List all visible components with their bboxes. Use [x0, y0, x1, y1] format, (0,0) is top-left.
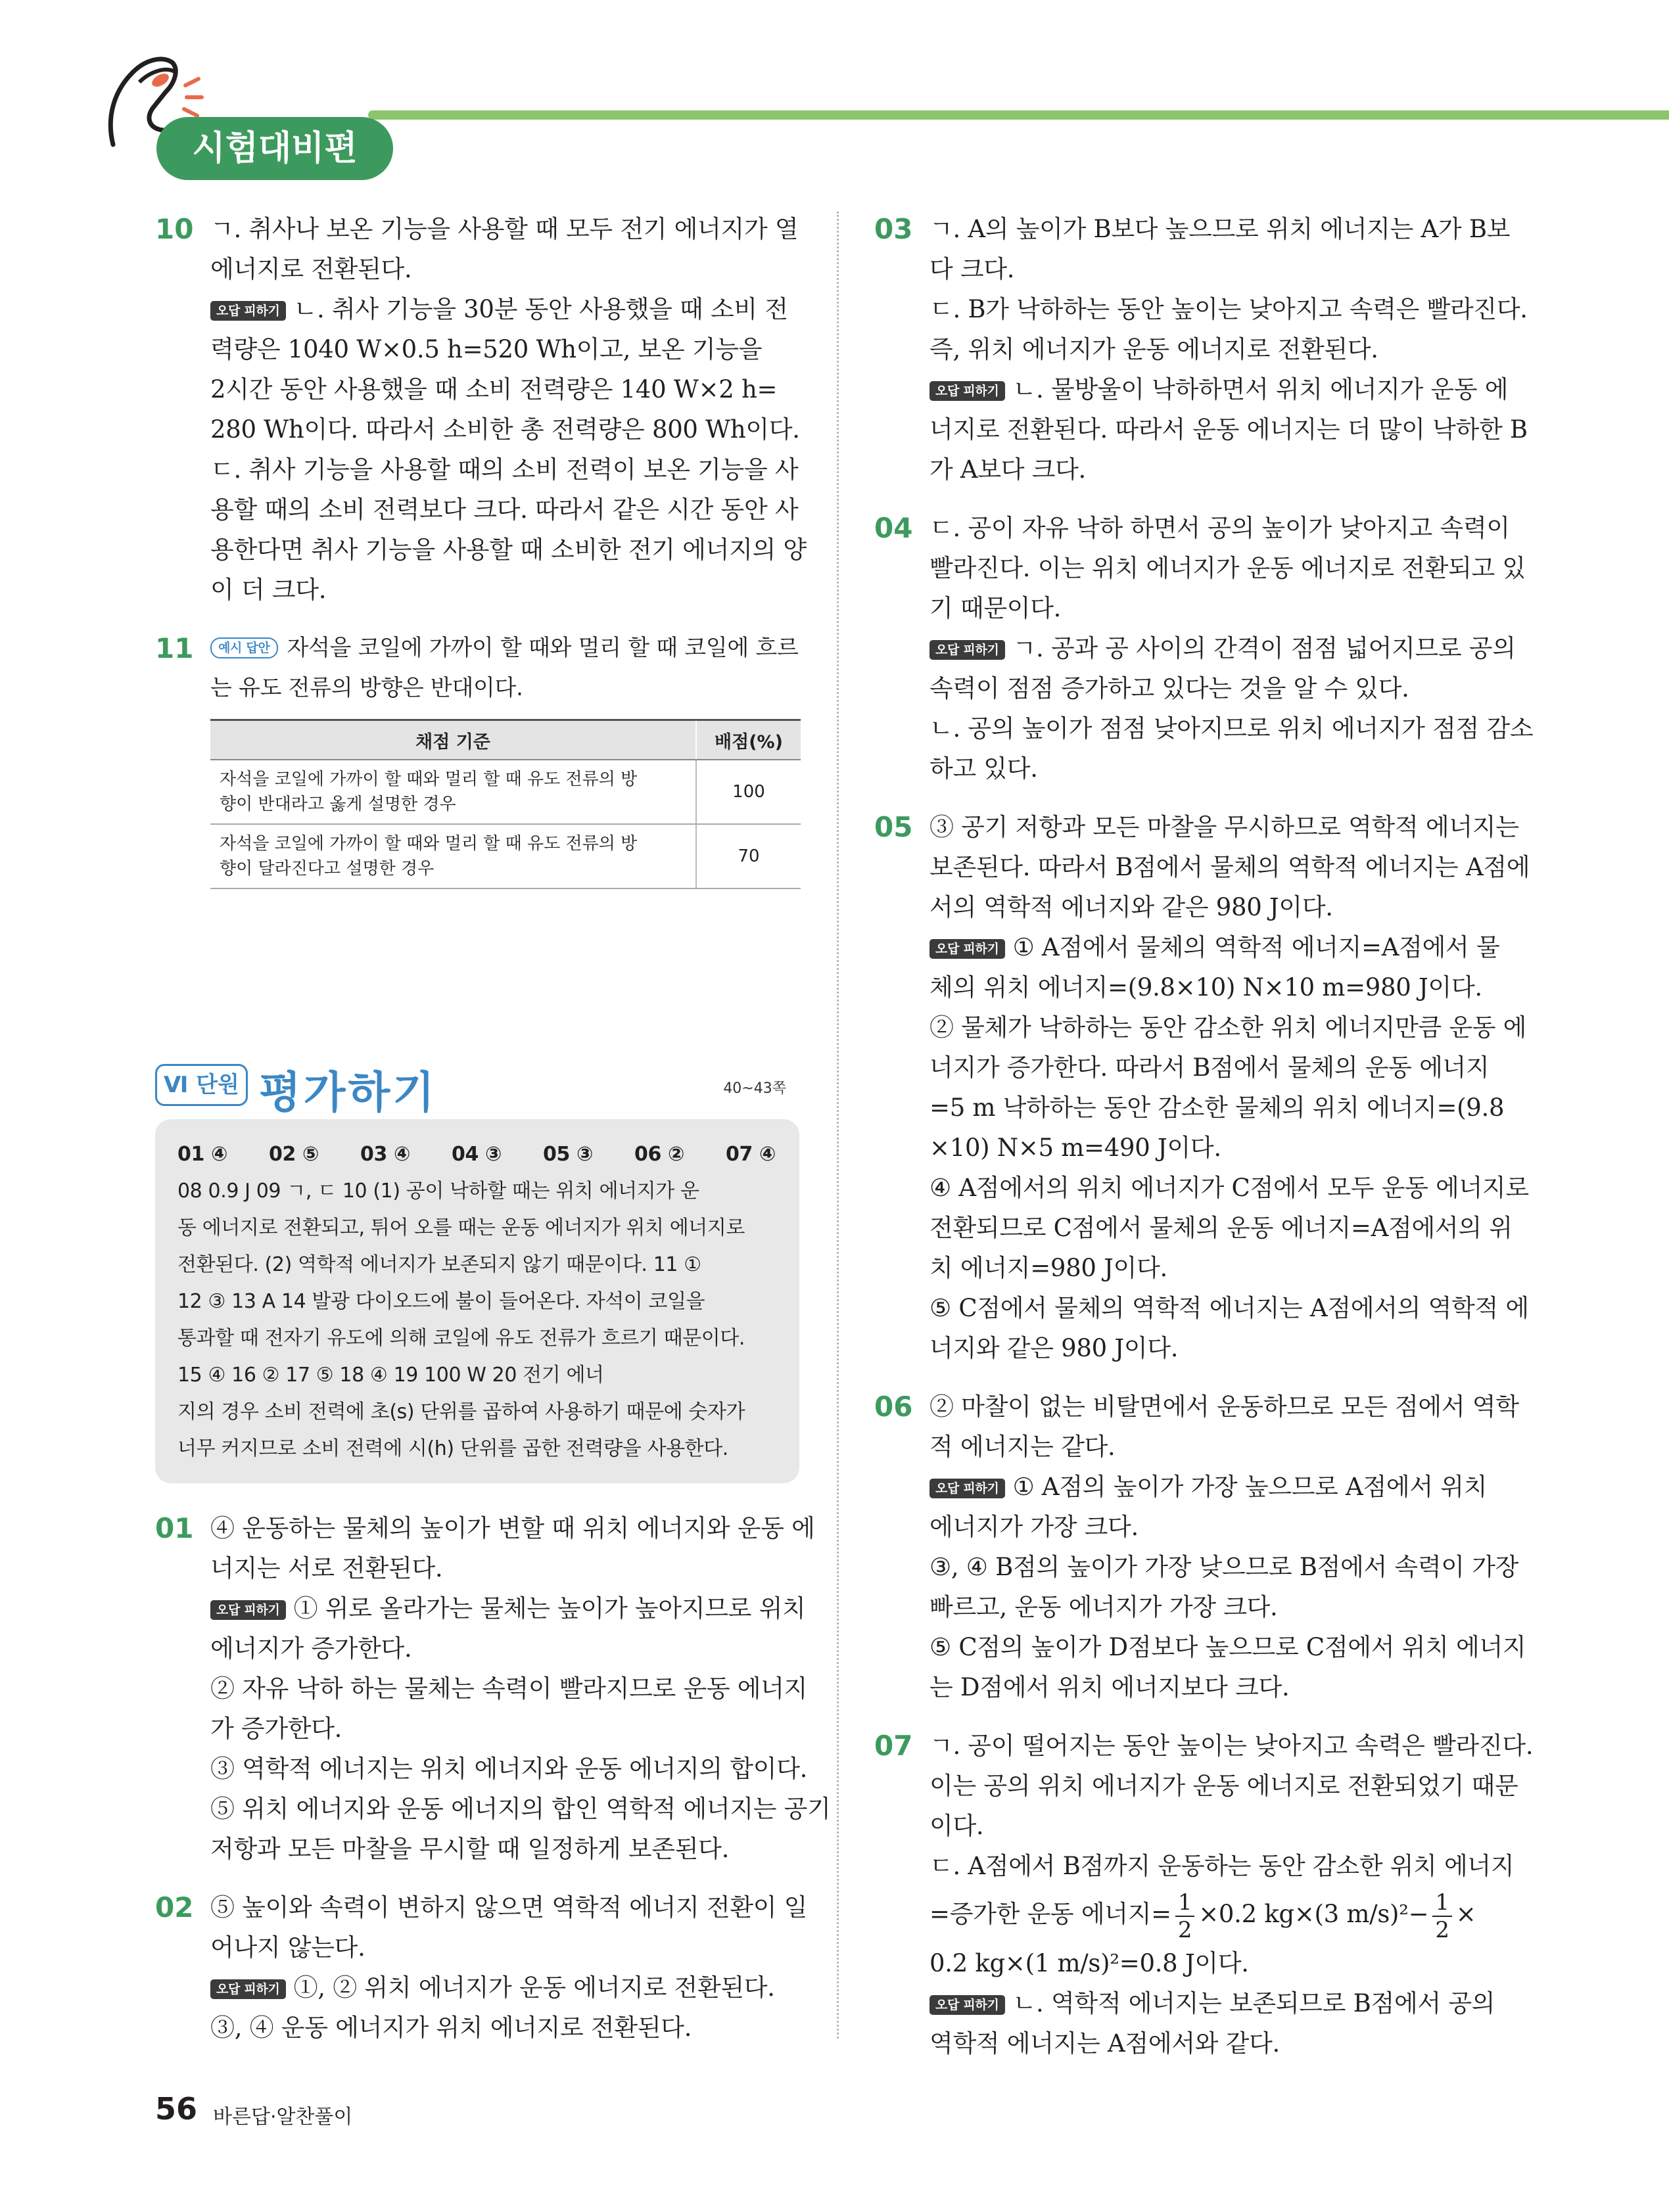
- text-line: =5 m 낙하하는 동안 감소한 물체의 위치 에너지=(9.8: [929, 1094, 1505, 1122]
- text-line: ③ 공기 저항과 모든 마찰을 무시하므로 역학적 에너지는: [929, 813, 1519, 841]
- text-line: [210, 289, 799, 329]
- text-line: 적 에너지는 같다.: [929, 1433, 1116, 1461]
- question-number: 10: [155, 213, 194, 245]
- table-row: [210, 824, 801, 888]
- text-span: ㄴ. 물방울이 낙하하면서 위치 에너지가 운동 에: [1012, 375, 1509, 403]
- text-line: [210, 1968, 799, 2008]
- question-number: 07: [874, 1730, 913, 1762]
- text-line: 저항과 모든 마찰을 무시할 때 일정하게 보존된다.: [210, 1835, 730, 1863]
- text-line: 력량은 1040 W×0.5 h=520 Wh이고, 보온 기능을: [210, 335, 763, 363]
- text-line: 보존된다. 따라서 B점에서 물체의 역학적 에너지는 A점에: [929, 853, 1530, 881]
- text-line: ⑤ C점의 높이가 D점보다 높으므로 C점에서 위치 에너지: [929, 1633, 1526, 1661]
- unit-name: 평가하기: [259, 1067, 438, 1118]
- table-cell: 100: [696, 760, 801, 824]
- text-line: 치 에너지=980 J이다.: [929, 1254, 1167, 1282]
- question-number: 11: [155, 632, 194, 664]
- answer-04: [874, 508, 1534, 789]
- fraction: $\frac{1}{2}$: [1175, 1889, 1194, 1943]
- answer-line: 12 ③ 13 A 14 발광 다이오드에 불이 들어온다. 자석이 코일을: [177, 1290, 705, 1313]
- text-line: [210, 628, 799, 668]
- text-span: ① 위로 올라가는 물체는 높이가 높아지므로 위치: [293, 1594, 806, 1623]
- text-line: 0.2 kg×(1 m/s)²=0.8 J이다.: [929, 1948, 1249, 1977]
- scoring-table: [210, 719, 801, 889]
- text-line: [929, 369, 1518, 409]
- text-span: =증가한 운동 에너지=: [929, 1900, 1171, 1928]
- text-line: 는 유도 전류의 방향은 반대이다.: [210, 675, 523, 701]
- text-line: 이는 공의 위치 에너지가 운동 에너지로 전환되었기 때문: [929, 1772, 1518, 1800]
- text-line: [929, 1467, 1518, 1507]
- text-span: ① A점의 높이가 가장 높으므로 A점에서 위치: [1012, 1473, 1488, 1501]
- text-span: ㄱ. 공과 공 사이의 간격이 점점 넓어지므로 공의: [1012, 634, 1516, 662]
- text-line: ㄱ. 취사나 보온 기능을 사용할 때 모두 전기 에너지가 열: [210, 215, 799, 243]
- avoid-mistake-badge: 오답 피하기: [929, 1995, 1005, 2015]
- text-line: 이다.: [929, 1812, 984, 1840]
- text-line: 서의 역학적 에너지와 같은 980 J이다.: [929, 893, 1333, 921]
- question-number: 04: [874, 512, 913, 544]
- answer-key-box: [155, 1119, 799, 1483]
- answer-11: [155, 628, 799, 889]
- text-line: ② 물체가 낙하하는 동안 감소한 위치 에너지만큼 운동 에: [929, 1013, 1527, 1042]
- table-header: 배점(%): [696, 720, 801, 760]
- text-line: 280 Wh이다. 따라서 소비한 총 전력량은 800 Wh이다.: [210, 415, 800, 444]
- text-span: 자석을 코일에 가까이 할 때와 멀리 할 때 코일에 흐르: [287, 635, 799, 661]
- text-line: 가 A보다 크다.: [929, 455, 1087, 484]
- header-rule: [368, 110, 1669, 120]
- page-range: 40~43쪽: [723, 1080, 786, 1097]
- answer-line: 08 0.9 J 09 ㄱ, ㄷ 10 (1) 공이 낙하할 때는 위치 에너지가 운: [177, 1180, 699, 1203]
- text-line: 용할 때의 소비 전력보다 크다. 따라서 같은 시간 동안 사: [210, 495, 799, 524]
- answer-05: [874, 807, 1530, 1368]
- answer-line: 전환된다. (2) 역학적 에너지가 보존되지 않기 때문이다. 11 ①: [177, 1253, 701, 1276]
- column-divider: [837, 212, 839, 2039]
- text-line: ④ A점에서의 위치 에너지가 C점에서 모두 운동 에너지로: [929, 1174, 1529, 1202]
- text-line: 기 때문이다.: [929, 594, 1062, 622]
- question-number: 06: [874, 1391, 913, 1423]
- text-line: 너지가 증가한다. 따라서 B점에서 물체의 운동 에너지: [929, 1053, 1490, 1082]
- text-line: ㄱ. A의 높이가 B보다 높으므로 위치 에너지는 A가 B보: [929, 215, 1511, 243]
- text-line: 하고 있다.: [929, 754, 1038, 783]
- text-line: ④ 운동하는 물체의 높이가 변할 때 위치 에너지와 운동 에: [210, 1514, 815, 1542]
- text-line: 는 D점에서 위치 에너지보다 크다.: [929, 1673, 1290, 1701]
- answer-line: 동 에너지로 전환되고, 튀어 오를 때는 운동 에너지가 위치 에너지로: [177, 1216, 745, 1239]
- page-number: 56: [155, 2091, 198, 2127]
- fraction: $\frac{1}{2}$: [1432, 1889, 1451, 1943]
- text-line: 용한다면 취사 기능을 사용할 때 소비한 전기 에너지의 양: [210, 536, 807, 564]
- text-span: ㄴ. 역학적 에너지는 보존되므로 B점에서 공의: [1012, 1989, 1495, 2017]
- text-span: ㄴ. 취사 기능을 30분 동안 사용했을 때 소비 전: [293, 295, 788, 323]
- text-line: ② 자유 낙하 하는 물체는 속력이 빨라지므로 운동 에너지: [210, 1674, 808, 1703]
- text-line: 이 더 크다.: [210, 576, 327, 604]
- text-span: ×0.2 kg×(3 m/s)²−: [1198, 1900, 1429, 1928]
- example-answer-badge: 예시 답안: [210, 637, 278, 658]
- text-line: 에너지가 가장 크다.: [929, 1513, 1139, 1541]
- avoid-mistake-badge: 오답 피하기: [929, 1479, 1005, 1498]
- text-line: ㄷ. A점에서 B점까지 운동하는 동안 감소한 위치 에너지: [929, 1852, 1515, 1880]
- text-line: 다 크다.: [929, 255, 1015, 283]
- unit-tag: Ⅵ 단원: [155, 1064, 248, 1106]
- text-line: ③ 역학적 에너지는 위치 에너지와 운동 에너지의 합이다.: [210, 1755, 808, 1783]
- text-line: ×10) N×5 m=490 J이다.: [929, 1134, 1221, 1162]
- left-column: [155, 209, 831, 2066]
- question-number: 02: [155, 1891, 194, 1924]
- text-line: [929, 1983, 1518, 2023]
- question-number: 05: [874, 811, 913, 843]
- answer-line: 지의 경우 소비 전력에 초(s) 단위를 곱하여 사용하기 때문에 숫자가: [177, 1400, 745, 1423]
- answer-06: [874, 1387, 1526, 1707]
- unit-heading: [155, 1060, 799, 1118]
- text-line: 즉, 위치 에너지가 운동 에너지로 전환된다.: [929, 335, 1378, 363]
- avoid-mistake-badge: 오답 피하기: [210, 1979, 286, 1999]
- table-cell: 70: [696, 824, 801, 888]
- text-line: 어나지 않는다.: [210, 1933, 365, 1962]
- answer-03: [874, 209, 1528, 490]
- text-line: ㄴ. 공의 높이가 점점 낮아지므로 위치 에너지가 점점 감소: [929, 714, 1534, 743]
- text-line: 2시간 동안 사용했을 때 소비 전력량은 140 W×2 h=: [210, 375, 778, 403]
- answer-line: 너무 커지므로 소비 전력에 시(h) 단위를 곱한 전력량을 사용한다.: [177, 1437, 728, 1460]
- answer-row: 01 ④ 02 ⑤ 03 ④ 04 ③ 05 ③ 06 ② 07 ④: [177, 1143, 776, 1166]
- text-span: ①, ② 위치 에너지가 운동 에너지로 전환된다.: [293, 1973, 775, 2002]
- avoid-mistake-badge: 오답 피하기: [210, 301, 286, 321]
- avoid-mistake-badge: 오답 피하기: [929, 640, 1005, 660]
- text-line: 가 증가한다.: [210, 1715, 342, 1743]
- text-line: 너지는 서로 전환된다.: [210, 1554, 443, 1582]
- answer-02: [155, 1887, 808, 2048]
- text-line: ③, ④ 운동 에너지가 위치 에너지로 전환된다.: [210, 2014, 692, 2042]
- section-title: 시험대비편: [156, 117, 393, 180]
- avoid-mistake-badge: 오답 피하기: [929, 381, 1005, 401]
- text-line: 빨라진다. 이는 위치 에너지가 운동 에너지로 전환되고 있: [929, 554, 1526, 582]
- answer-line: 15 ④ 16 ② 17 ⑤ 18 ④ 19 100 W 20 전기 에너: [177, 1364, 604, 1387]
- equation-line: [929, 1886, 1518, 1943]
- text-span: ×: [1455, 1900, 1476, 1928]
- answer-07: [874, 1726, 1534, 2063]
- text-line: 빠르고, 운동 에너지가 가장 크다.: [929, 1593, 1278, 1621]
- avoid-mistake-badge: 오답 피하기: [929, 939, 1005, 959]
- text-line: 체의 위치 에너지=(9.8×10) N×10 m=980 J이다.: [929, 973, 1482, 1002]
- text-line: [210, 1588, 806, 1628]
- text-line: ㄱ. 공이 떨어지는 동안 높이는 낮아지고 속력은 빨라진다.: [929, 1732, 1534, 1760]
- text-span: ① A점에서 물체의 역학적 에너지=A점에서 물: [1012, 933, 1500, 961]
- text-line: 너지로 전환된다. 따라서 운동 에너지는 더 많이 낙하한 B: [929, 415, 1528, 444]
- text-line: ㄷ. 공이 자유 낙하 하면서 공의 높이가 낮아지고 속력이: [929, 514, 1510, 542]
- text-line: ③, ④ B점의 높이가 가장 낮으므로 B점에서 속력이 가장: [929, 1553, 1519, 1581]
- text-line: ㄷ. 취사 기능을 사용할 때의 소비 전력이 보온 기능을 사: [210, 455, 799, 484]
- right-column: [874, 209, 1534, 2082]
- table-header: 채점 기준: [210, 720, 696, 760]
- question-number: 03: [874, 213, 913, 245]
- table-row: [210, 760, 801, 824]
- text-line: [929, 927, 1518, 967]
- text-line: 전환되므로 C점에서 물체의 운동 에너지=A점에서의 위: [929, 1214, 1513, 1242]
- table-cell: 자석을 코일에 가까이 할 때와 멀리 할 때 유도 전류의 방 향이 달라진다고 설명한 경우: [210, 824, 696, 888]
- table-cell: 자석을 코일에 가까이 할 때와 멀리 할 때 유도 전류의 방 향이 반대라고 옳게 설명한 경우: [210, 760, 696, 824]
- text-line: 역학적 에너지는 A점에서와 같다.: [929, 2029, 1281, 2058]
- text-line: ㄷ. B가 낙하하는 동안 높이는 낮아지고 속력은 빨라진다.: [929, 295, 1528, 323]
- text-line: 에너지가 증가한다.: [210, 1634, 412, 1663]
- text-line: ⑤ C점에서 물체의 역학적 에너지는 A점에서의 역학적 에: [929, 1294, 1529, 1322]
- text-line: [929, 628, 1518, 668]
- question-number: 01: [155, 1512, 194, 1544]
- book-title: 바른답·알찬풀이: [213, 2106, 353, 2129]
- answer-line: 통과할 때 전자기 유도에 의해 코일에 유도 전류가 흐르기 때문이다.: [177, 1327, 745, 1350]
- answer-01: [155, 1508, 831, 1869]
- answer-10: [155, 209, 807, 610]
- text-line: 속력이 점점 증가하고 있다는 것을 알 수 있다.: [929, 674, 1409, 703]
- text-line: ⑤ 높이와 속력이 변하지 않으면 역학적 에너지 전환이 일: [210, 1893, 808, 1922]
- avoid-mistake-badge: 오답 피하기: [210, 1600, 286, 1620]
- text-line: 에너지로 전환된다.: [210, 255, 412, 283]
- text-line: ⑤ 위치 에너지와 운동 에너지의 합인 역학적 에너지는 공기: [210, 1795, 831, 1823]
- text-line: 너지와 같은 980 J이다.: [929, 1334, 1179, 1362]
- text-line: ② 마찰이 없는 비탈면에서 운동하므로 모든 점에서 역학: [929, 1393, 1519, 1421]
